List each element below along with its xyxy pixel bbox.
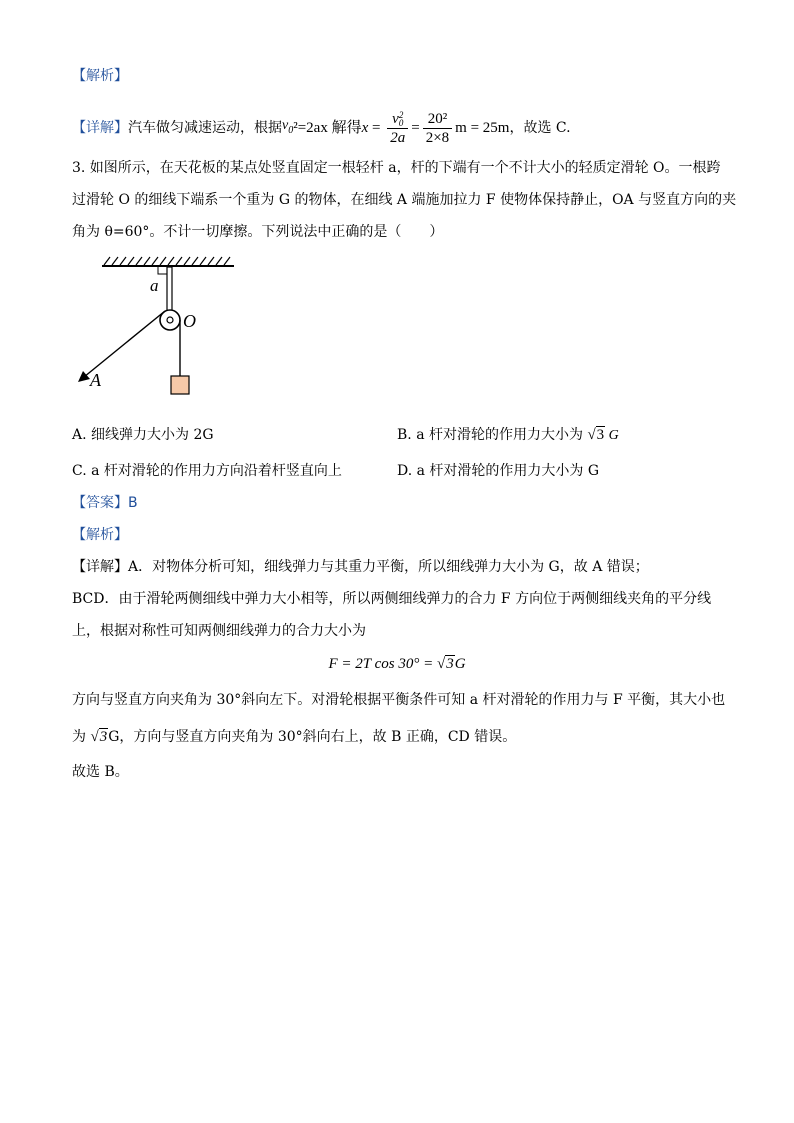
detail-1-eq: ²=2ax 解得	[293, 120, 362, 136]
analysis-heading-1: 【解析】	[72, 68, 128, 84]
label-a: a	[150, 276, 159, 295]
pulley-axle	[167, 317, 173, 323]
question-line-2: 过滑轮 O 的细线下端系一个重为 G 的物体，在细线 A 端施加拉力 F 使物体保持静止，OA 与竖直方向的夹	[72, 192, 737, 208]
analysis-heading-2: 【解析】	[72, 527, 128, 543]
detail-2-line-3: 上，根据对称性可知两侧细线弹力的合力大小为	[72, 623, 366, 639]
fraction-v0-2a: v 2 0 2a	[387, 110, 408, 147]
string-oa	[84, 311, 165, 377]
right-angle-mark	[158, 267, 167, 274]
v0-symbol: $v_0$	[282, 117, 294, 136]
question-line-1: 3. 如图所示，在天花板的某点处竖直固定一根轻杆 a，杆的下端有一个不计大小的轻质定滑轮 O。一根跨	[72, 160, 721, 176]
detail-1-text-a: 汽车做匀减速运动，根据	[128, 120, 282, 136]
option-c: C. a 杆对滑轮的作用力方向沿着杆竖直向上	[72, 463, 342, 479]
label-o: O	[183, 311, 196, 331]
detail-1-line: 【详解】 汽车做匀减速运动，根据 $v_0$ ²=2ax 解得 x = v 2 0 2a = $\frac{\text{20²}}{2\times 8}$ m = 25m ，故选 C.	[72, 110, 571, 146]
detail-2-line-2: BCD．由于滑轮两侧细线中弹力大小相等，所以两侧细线弹力的合力 F 方向位于两侧细线夹角的平分线	[72, 591, 712, 607]
conclusion: 故选 B。	[72, 764, 129, 780]
rod-a	[167, 267, 172, 315]
formula-resultant: F = 2T cos 30° = √3G	[328, 656, 466, 672]
answer-line: 【答案】B	[72, 495, 138, 511]
option-d: D. a 杆对滑轮的作用力大小为 G	[397, 463, 600, 479]
detail-tag: 【详解】	[72, 120, 128, 136]
question-line-3: 角为 θ=60°。不计一切摩擦。下列说法中正确的是（ ）	[72, 224, 444, 240]
fraction-20-2x8: $\frac{\text{20²}}{2\times 8}$	[423, 110, 452, 147]
detail-2-line-1: 【详解】A．对物体分析可知，细线弹力与其重力平衡，所以细线弹力大小为 G，故 A 错误；	[72, 559, 649, 575]
label-A: A	[90, 370, 101, 390]
arrow-head	[78, 371, 90, 382]
detail-1-result: m = 25m	[455, 120, 510, 136]
option-b: B. a 杆对滑轮的作用力大小为 √3 G	[397, 427, 619, 443]
ceiling-hatch	[104, 257, 230, 265]
pulley-diagram	[70, 250, 245, 400]
detail-2-line-4: 方向与竖直方向夹角为 30°斜向左下。对滑轮根据平衡条件可知 a 杆对滑轮的作用力与 F 平衡，其大小也	[72, 692, 726, 708]
detail-2-line-5: 为 √3G，方向与竖直方向夹角为 30°斜向右上，故 B 正确，CD 错误。	[72, 729, 517, 745]
option-a: A. 细线弹力大小为 2G	[72, 427, 214, 443]
hanging-block	[171, 376, 189, 394]
x-symbol: x	[361, 120, 369, 136]
detail-1-text-b: ，故选 C.	[509, 120, 571, 136]
